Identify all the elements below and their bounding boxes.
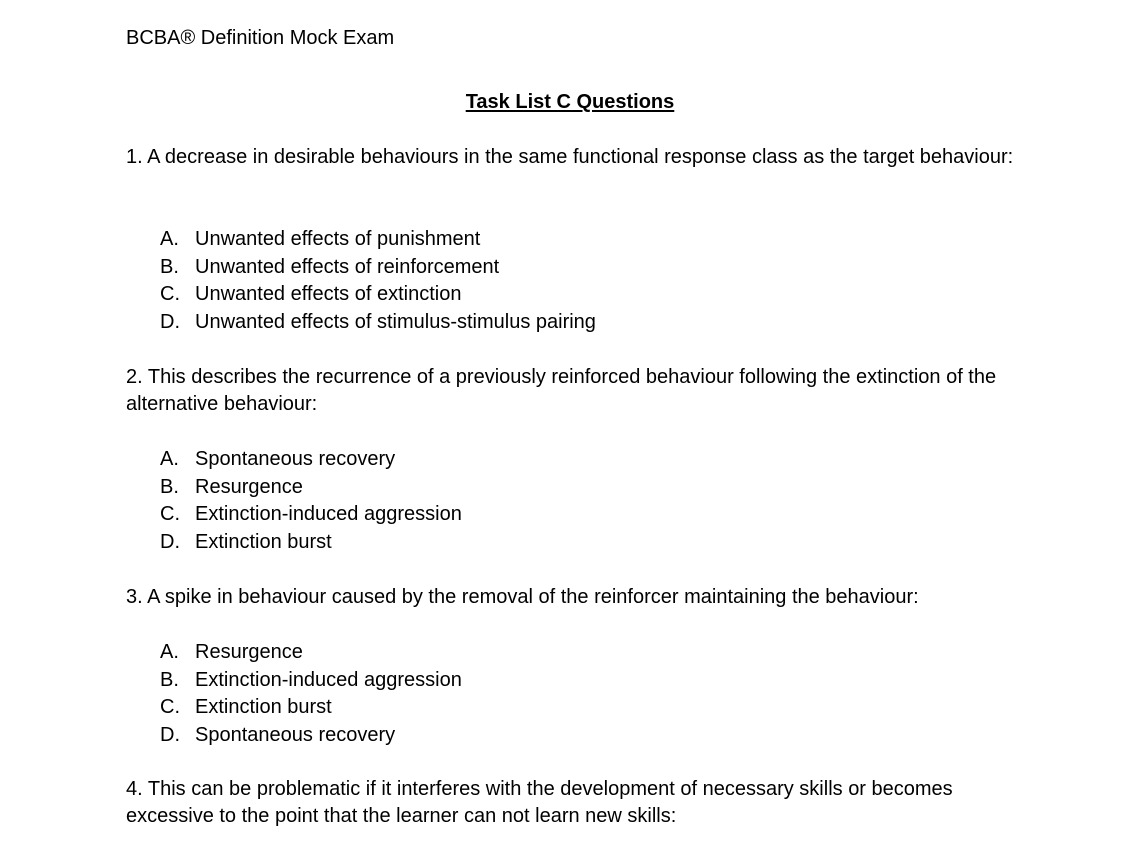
option-text: Resurgence (195, 475, 303, 498)
option-letter: D. (160, 723, 180, 746)
option-text: Extinction-induced aggression (195, 668, 462, 691)
option-2a (160, 446, 462, 474)
option-1c (160, 281, 596, 309)
option-3d (160, 722, 462, 750)
option-text: Extinction burst (195, 696, 332, 718)
option-letter: C. (160, 503, 180, 525)
option-3c (160, 694, 462, 722)
option-text: Unwanted effects of punishment (195, 228, 481, 250)
question-4-text: 4. This can be problematic if it interferes with the development of necessary skills or becomes excessive to the point that the learner can not learn new skills: (126, 778, 953, 827)
option-letter: B. (160, 475, 179, 498)
option-letter: B. (160, 668, 179, 691)
option-2d (160, 529, 462, 557)
option-text: Unwanted effects of reinforcement (195, 255, 500, 278)
question-1 (126, 144, 1026, 171)
option-text: Extinction-induced aggression (195, 503, 462, 525)
option-letter: A. (160, 641, 179, 663)
question-1-text: 1. A decrease in desirable behaviours in the same functional response class as the target behaviour: (126, 146, 1014, 168)
option-1d (160, 309, 596, 337)
question-2-options (160, 446, 462, 556)
option-letter: C. (160, 696, 180, 718)
question-3 (126, 584, 1026, 611)
page-title: Task List C Questions (465, 91, 675, 113)
option-text: Unwanted effects of extinction (195, 283, 462, 305)
option-letter: D. (160, 530, 180, 553)
option-letter: A. (160, 448, 179, 470)
option-2c (160, 501, 462, 529)
option-letter: D. (160, 310, 180, 333)
question-3-options (160, 639, 462, 749)
option-1a (160, 226, 596, 254)
option-3a (160, 639, 462, 667)
option-2b (160, 474, 462, 502)
option-letter: B. (160, 255, 179, 278)
option-letter: A. (160, 228, 179, 250)
question-2 (126, 364, 1026, 418)
question-1-options (160, 226, 596, 336)
option-text: Extinction burst (195, 530, 332, 553)
question-3-text: 3. A spike in behaviour caused by the removal of the reinforcer maintaining the behaviour: (126, 586, 919, 608)
option-text: Spontaneous recovery (195, 448, 396, 470)
option-letter: C. (160, 283, 180, 305)
document-header: BCBA® Definition Mock Exam (126, 27, 395, 49)
option-text: Spontaneous recovery (195, 723, 396, 746)
option-text: Resurgence (195, 641, 303, 663)
option-1b (160, 254, 596, 282)
option-3b (160, 667, 462, 695)
question-2-text: 2. This describes the recurrence of a previously reinforced behaviour following the extinction of the alternative behaviour: (126, 366, 997, 415)
question-4 (126, 776, 1026, 830)
option-text: Unwanted effects of stimulus-stimulus pairing (195, 310, 596, 333)
